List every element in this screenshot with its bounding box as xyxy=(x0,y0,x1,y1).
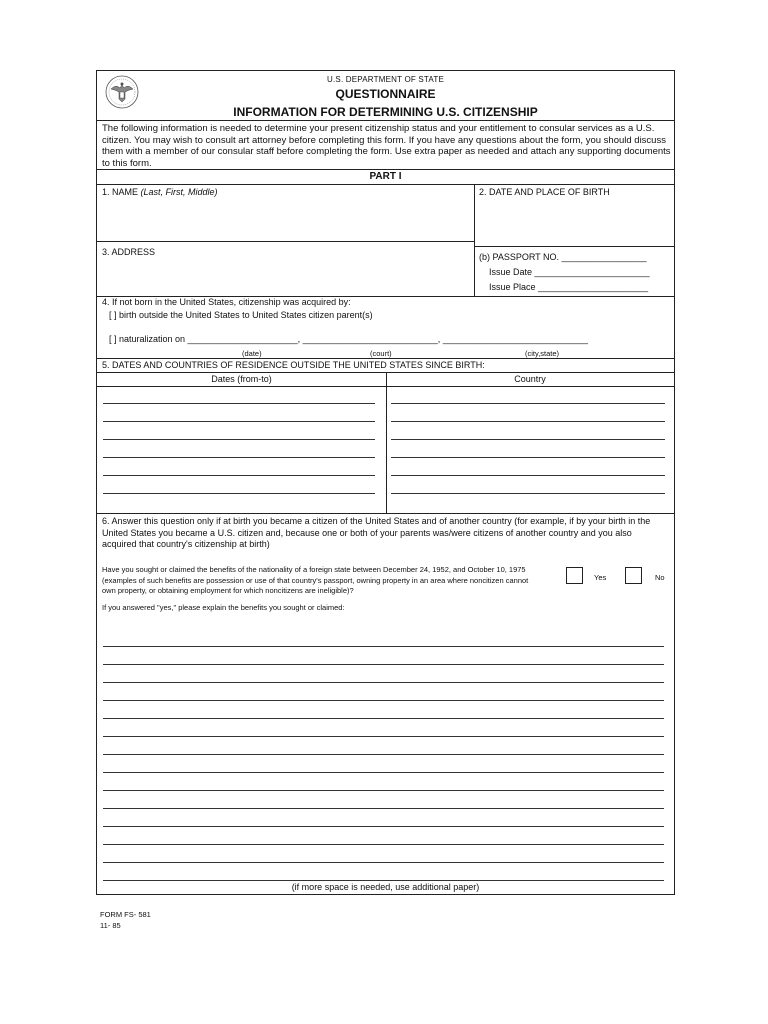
no-checkbox[interactable] xyxy=(625,567,642,584)
form-subtitle: INFORMATION FOR DETERMINING U.S. CITIZENSHIP xyxy=(233,105,538,119)
intro-text: The following information is needed to determine your present citizenship status and your entitlement to consular services as a U.S. citizen. You may wish to consult art attorney before completing this form. If you have any questions about the form, you should discuss them with a member of our consular staff before completing the form. Use extra paper as needed and attach any supporting documents to this form. xyxy=(102,123,671,169)
dates-line[interactable] xyxy=(103,457,375,458)
dates-line[interactable] xyxy=(103,493,375,494)
country-line[interactable] xyxy=(391,403,665,404)
country-line[interactable] xyxy=(391,457,665,458)
form-title: QUESTIONNAIRE xyxy=(335,87,436,101)
divider xyxy=(97,358,674,359)
no-label: No xyxy=(655,573,665,582)
explain-line[interactable] xyxy=(103,772,664,773)
department-name: U.S. DEPARTMENT OF STATE xyxy=(327,75,444,84)
residence-label: 5. DATES AND COUNTRIES OF RESIDENCE OUTSIDE THE UNITED STATES SINCE BIRTH: xyxy=(102,360,485,370)
explain-line[interactable] xyxy=(103,880,664,881)
divider xyxy=(97,386,674,387)
dates-line[interactable] xyxy=(103,475,375,476)
acquisition-label: 4. If not born in the United States, citizenship was acquired by: xyxy=(102,297,351,307)
form-number: FORM FS- 581 xyxy=(100,910,151,919)
citizenship-form xyxy=(96,70,675,895)
divider xyxy=(97,120,674,121)
additional-paper-note: (if more space is needed, use additional paper) xyxy=(291,882,480,892)
court-sublabel: (court) xyxy=(370,349,392,358)
dates-line[interactable] xyxy=(103,439,375,440)
explain-line[interactable] xyxy=(103,862,664,863)
explain-line[interactable] xyxy=(103,718,664,719)
birth-label: 2. DATE AND PLACE OF BIRTH xyxy=(479,187,610,197)
dates-column-header: Dates (from-to) xyxy=(211,374,272,384)
explain-line[interactable] xyxy=(103,700,664,701)
issue-place-field[interactable]: Issue Place ______________________ xyxy=(489,282,649,292)
benefits-question: Have you sought or claimed the benefits of the nationality of a foreign state between December 24, 1952, and October 10, 1975 (examples of such benefits are possession or use of that country's passport, owning property in an area where noncitizen cannot own property, or obtaining employment for which noncitizens are ineligible)? xyxy=(102,565,529,595)
date-sublabel: (date) xyxy=(242,349,262,358)
dates-line[interactable] xyxy=(103,421,375,422)
yes-checkbox[interactable] xyxy=(566,567,583,584)
explain-line[interactable] xyxy=(103,646,664,647)
dual-citizenship-label: 6. Answer this question only if at birth you became a citizen of the United States and of another country (for example, if by your birth in the United States you became a U.S. citizen and, because one or both of your parents was/were citizens of another country and you also acquired that country's citizenship at birth) xyxy=(102,516,651,549)
explain-line[interactable] xyxy=(103,790,664,791)
city-state-sublabel: (city,state) xyxy=(525,349,560,358)
explain-line[interactable] xyxy=(103,844,664,845)
address-label: 3. ADDRESS xyxy=(102,247,156,257)
explain-line[interactable] xyxy=(103,682,664,683)
divider xyxy=(97,184,674,185)
address-field[interactable] xyxy=(99,259,471,293)
passport-number-field[interactable]: (b) PASSPORT NO. _________________ xyxy=(479,252,647,262)
form-revision: 11- 85 xyxy=(100,921,121,930)
explain-line[interactable] xyxy=(103,754,664,755)
divider xyxy=(474,184,475,296)
explain-line[interactable] xyxy=(103,736,664,737)
divider xyxy=(97,513,674,514)
name-field[interactable] xyxy=(99,199,471,245)
divider xyxy=(97,169,674,170)
country-line[interactable] xyxy=(391,421,665,422)
naturalization-checkbox[interactable]: [ ] naturalization on ______________________, ___________________________, _____________________________ xyxy=(109,334,588,344)
divider xyxy=(386,372,387,513)
birth-field[interactable] xyxy=(477,199,671,245)
dates-line[interactable] xyxy=(103,403,375,404)
country-line[interactable] xyxy=(391,475,665,476)
name-label: 1. NAME (Last, First, Middle) xyxy=(102,187,218,197)
part-heading: PART I xyxy=(369,171,402,182)
country-column-header: Country xyxy=(514,374,546,384)
explain-prompt: If you answered "yes," please explain the benefits you sought or claimed: xyxy=(102,603,345,612)
explain-line[interactable] xyxy=(103,664,664,665)
birth-abroad-checkbox[interactable]: [ ] birth outside the United States to United States citizen parent(s) xyxy=(109,310,373,320)
divider xyxy=(474,246,674,247)
country-line[interactable] xyxy=(391,493,665,494)
country-line[interactable] xyxy=(391,439,665,440)
explain-line[interactable] xyxy=(103,808,664,809)
yes-label: Yes xyxy=(594,573,607,582)
issue-date-field[interactable]: Issue Date _______________________ xyxy=(489,267,650,277)
explain-line[interactable] xyxy=(103,826,664,827)
divider xyxy=(97,241,474,242)
